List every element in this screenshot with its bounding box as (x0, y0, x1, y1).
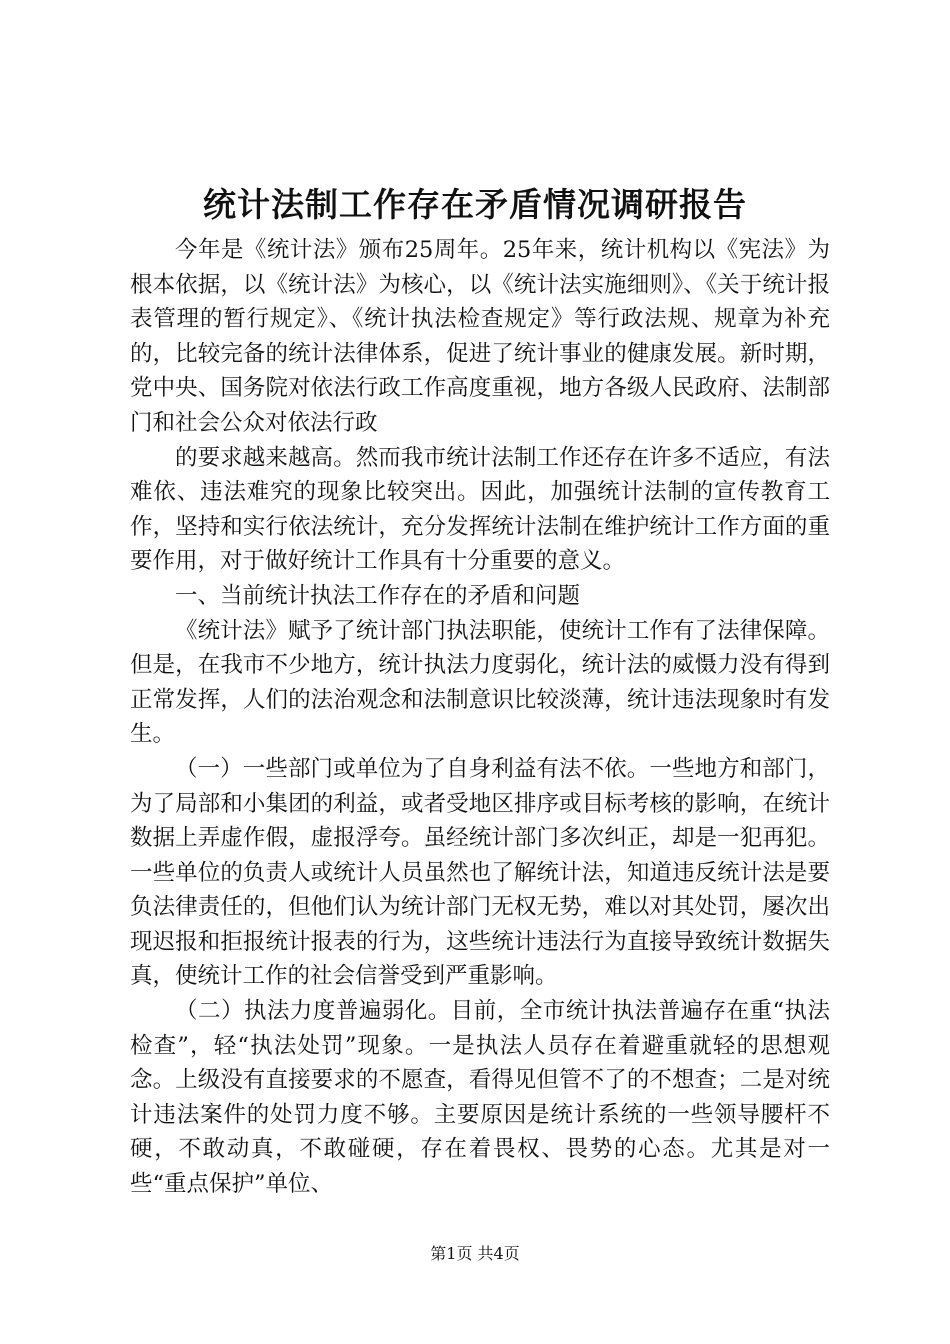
paragraph-intro-continued: 的要求越来越高。然而我市统计法制工作还存在许多不适应，有法难依、违法难究的现象比较突出。因此，加强统计法制的宣传教育工作，坚持和实行依法统计，充分发挥统计法制在维护统计工作方面的重要作用，对于做好统计工作具有十分重要的意义。 (130, 444, 830, 575)
paragraph-section-1: 《统计法》赋予了统计部门执法职能，使统计工作有了法律保障。但是，在我市不少地方，统计执法力度弱化，统计法的威慑力没有得到正常发挥，人们的法治观念和法制意识比较淡薄，统计违法现象时有发生。 (130, 617, 830, 748)
paragraph-subsection-2: （二）执法力度普遍弱化。目前，全市统计执法普遍存在重“执法检查”，轻“执法处罚”现象。一是执法人员存在着避重就轻的思想观念。上级没有直接要求的不愿查，看得见但管不了的不想查；二是对统计违法案件的处罚力度不够。主要原因是统计系统的一些领导腰杆不硬，不敢动真，不敢碰硬，存在着畏权、畏势的心态。尤其是对一些“重点保护”单位、 (130, 998, 830, 1198)
document-body (130, 233, 830, 1202)
document-title: 统计法制工作存在矛盾情况调研报告 (203, 185, 747, 224)
section-heading-1: 一、当前统计执法工作存在的矛盾和问题 (175, 582, 581, 609)
paragraph-subsection-1: （一）一些部门或单位为了自身利益有法不依。一些地方和部门，为了局部和小集团的利益，或者受地区排序或目标考核的影响，在统计数据上弄虚作假，虚报浮夸。虽经统计部门多次纠正，却是一犯再犯。一些单位的负责人或统计人员虽然也了解统计法，知道违反统计法是要负法律责任的，但他们认为统计部门无权无势，难以对其处罚，屡次出现迟报和拒报统计报表的行为，这些统计违法行为直接导致统计数据失真，使统计工作的社会信誉受到严重影响。 (130, 755, 830, 990)
paragraph-intro: 今年是《统计法》颁布25周年。25年来，统计机构以《宪法》为根本依据，以《统计法》为核心，以《统计法实施细则》、《关于统计报表管理的暂行规定》、《统计执法检查规定》等行政法规、规章为补充的，比较完备的统计法律体系，促进了统计事业的健康发展。新时期，党中央、国务院对依法行政工作高度重视，地方各级人民政府、法制部门和社会公众对依法行政 (130, 237, 830, 436)
page-number-footer: 第1页 共4页 (430, 1244, 520, 1263)
